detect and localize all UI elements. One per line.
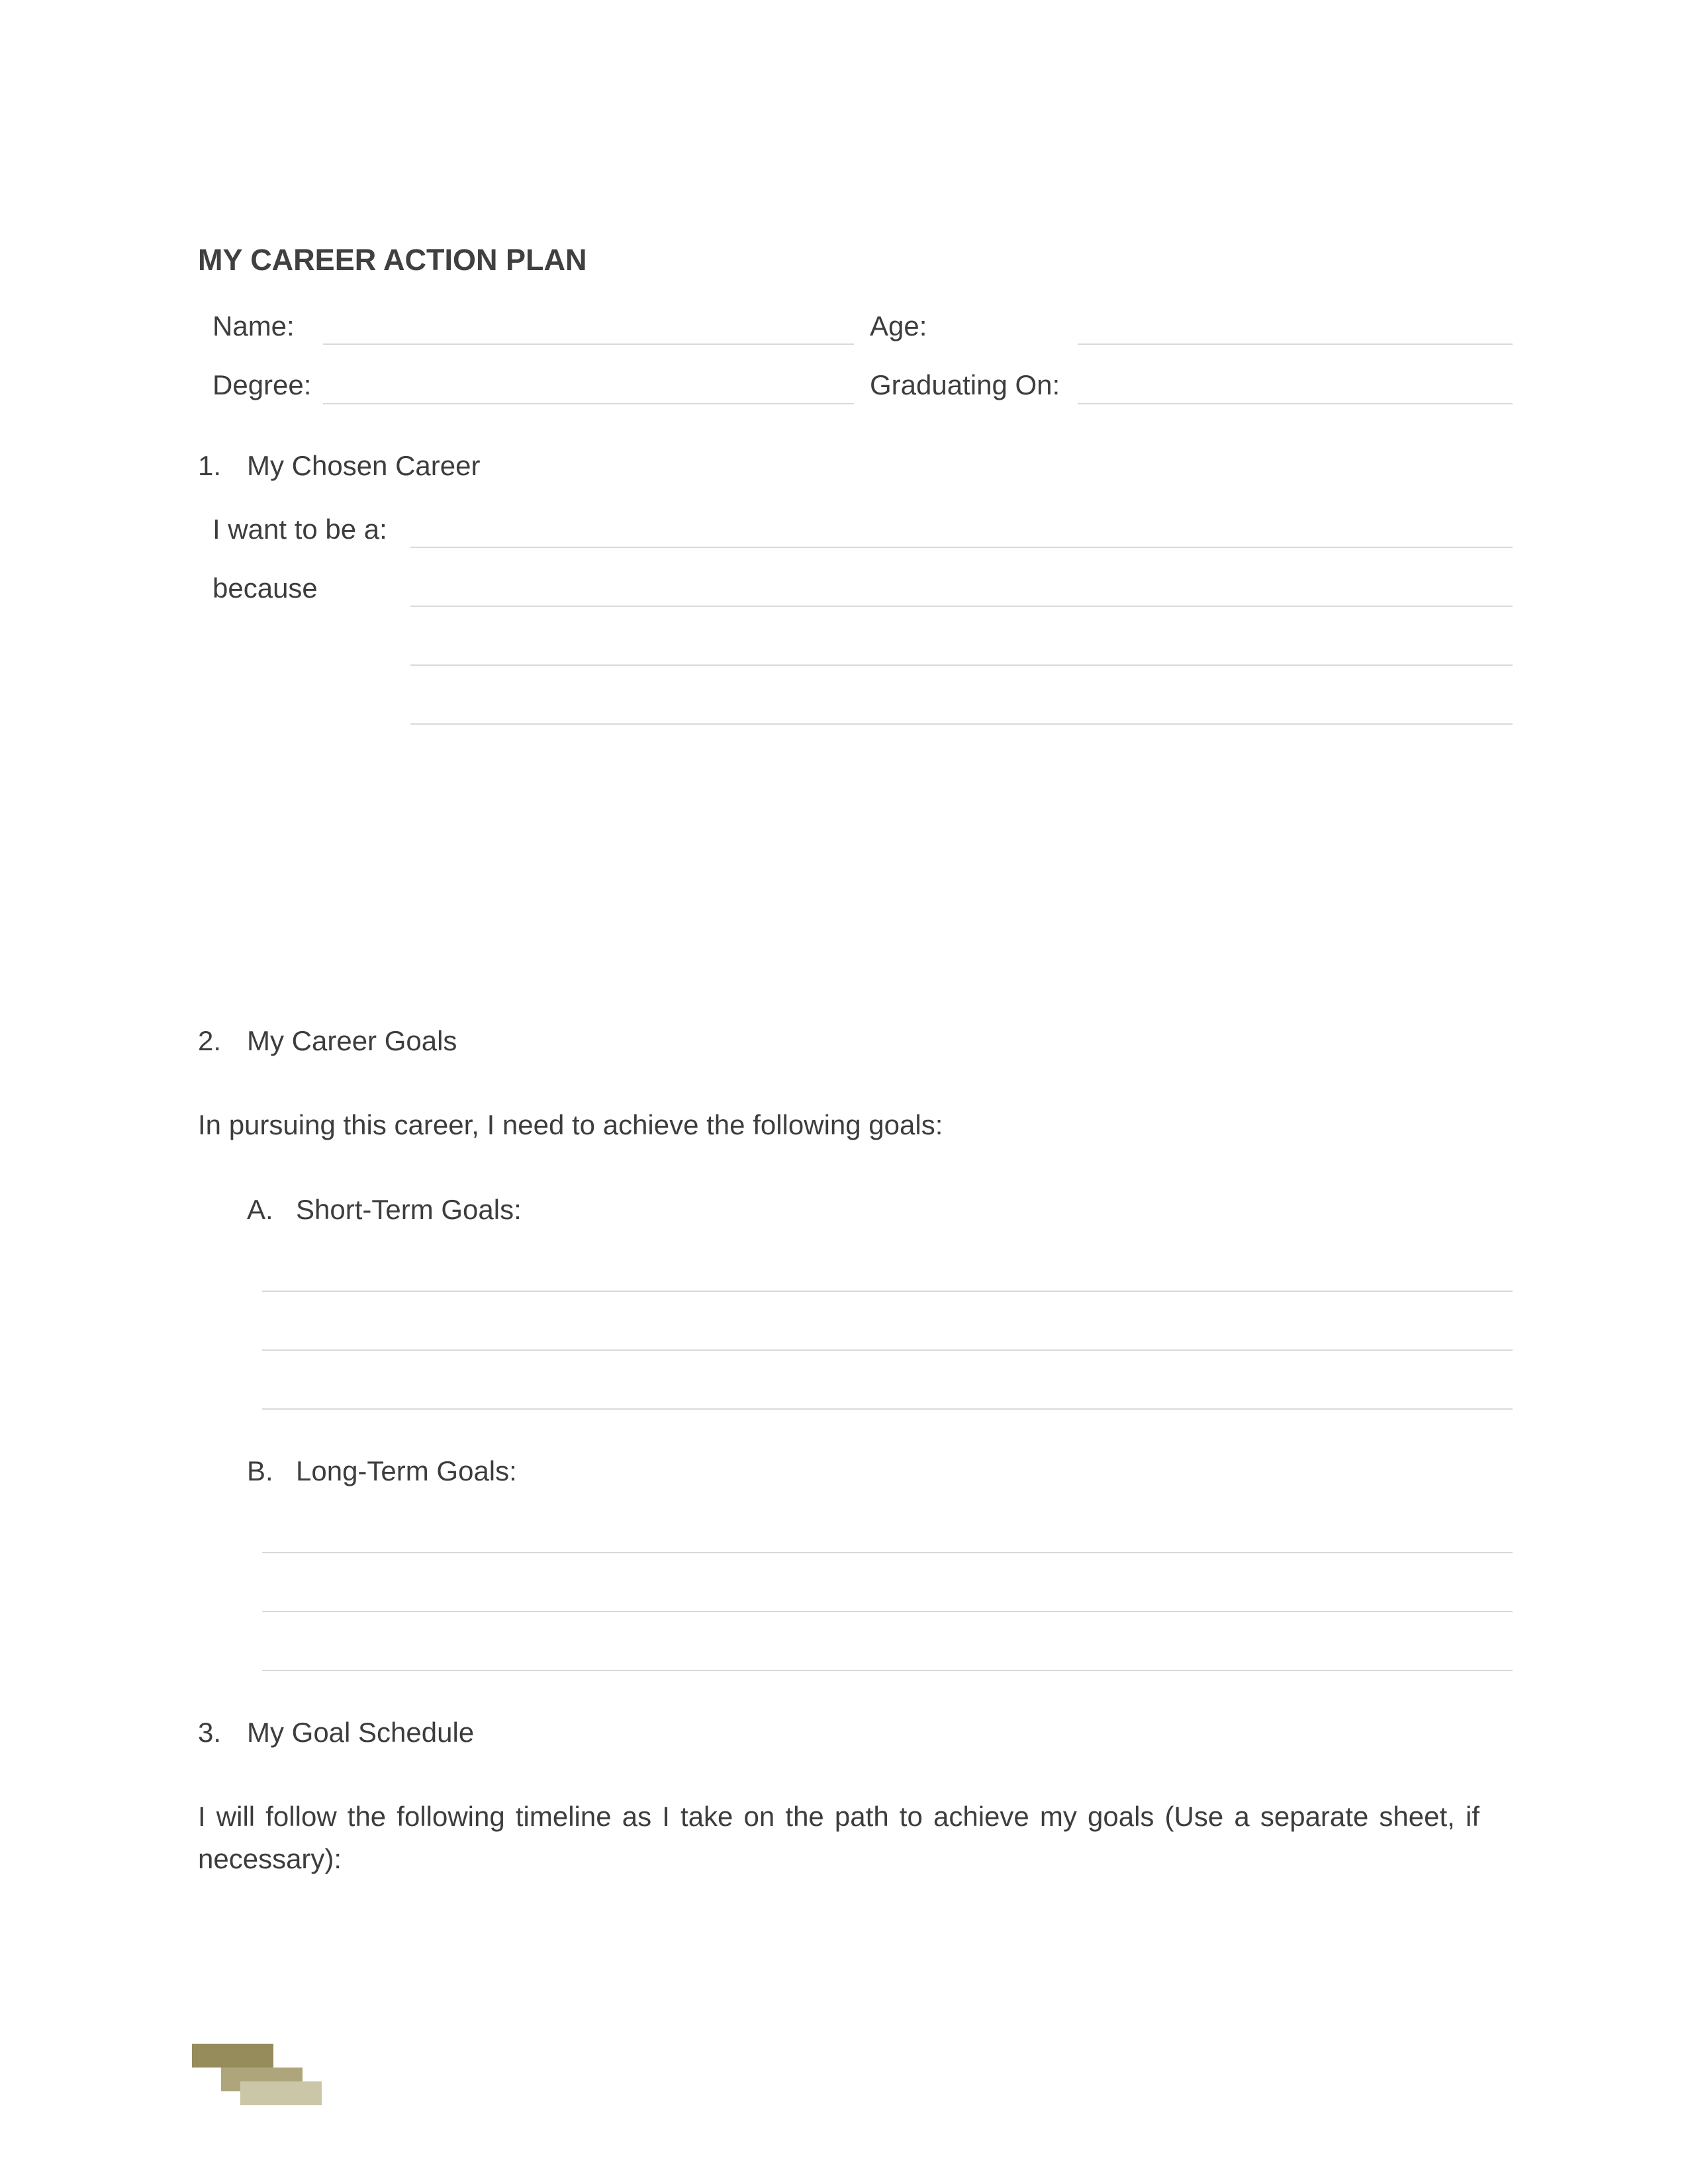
want-to-be-label: I want to be a: [212, 514, 387, 545]
long-term-letter: B. [247, 1455, 273, 1486]
because-line-1[interactable] [410, 606, 1513, 607]
graduating-label: Graduating On: [870, 369, 1060, 400]
graduating-field-line[interactable] [1078, 403, 1513, 404]
section-1-heading: My Chosen Career [247, 450, 481, 481]
degree-label: Degree: [212, 369, 312, 400]
section-3-number: 3. [198, 1717, 222, 1748]
because-line-2[interactable] [410, 664, 1513, 666]
because-line-3[interactable] [410, 723, 1513, 725]
section-2-intro: In pursuing this career, I need to achieve the following goals: [198, 1109, 943, 1140]
decorative-block-light [240, 2081, 322, 2105]
name-label: Name: [212, 310, 295, 341]
long-term-label: Long-Term Goals: [296, 1455, 517, 1486]
long-term-line-3[interactable] [262, 1670, 1513, 1671]
section-2-heading: My Career Goals [247, 1025, 457, 1056]
section-3-intro: I will follow the following timeline as I take on the path to achieve my goals (Use a separate sheet, if necessary): [198, 1801, 1479, 1874]
long-term-line-1[interactable] [262, 1552, 1513, 1553]
section-1-number: 1. [198, 450, 222, 481]
age-label: Age: [870, 310, 927, 341]
long-term-line-2[interactable] [262, 1611, 1513, 1612]
section-3-heading: My Goal Schedule [247, 1717, 475, 1748]
career-field-line[interactable] [410, 547, 1513, 548]
short-term-line-3[interactable] [262, 1408, 1513, 1410]
because-label: because [212, 572, 318, 604]
decorative-block-dark [192, 2044, 273, 2068]
short-term-label: Short-Term Goals: [296, 1194, 522, 1225]
degree-field-line[interactable] [323, 403, 854, 404]
section-2-number: 2. [198, 1025, 222, 1056]
short-term-letter: A. [247, 1194, 273, 1225]
short-term-line-1[interactable] [262, 1291, 1513, 1292]
short-term-line-2[interactable] [262, 1349, 1513, 1351]
name-field-line[interactable] [323, 343, 854, 345]
page-title: MY CAREER ACTION PLAN [198, 243, 587, 277]
age-field-line[interactable] [1078, 343, 1513, 345]
